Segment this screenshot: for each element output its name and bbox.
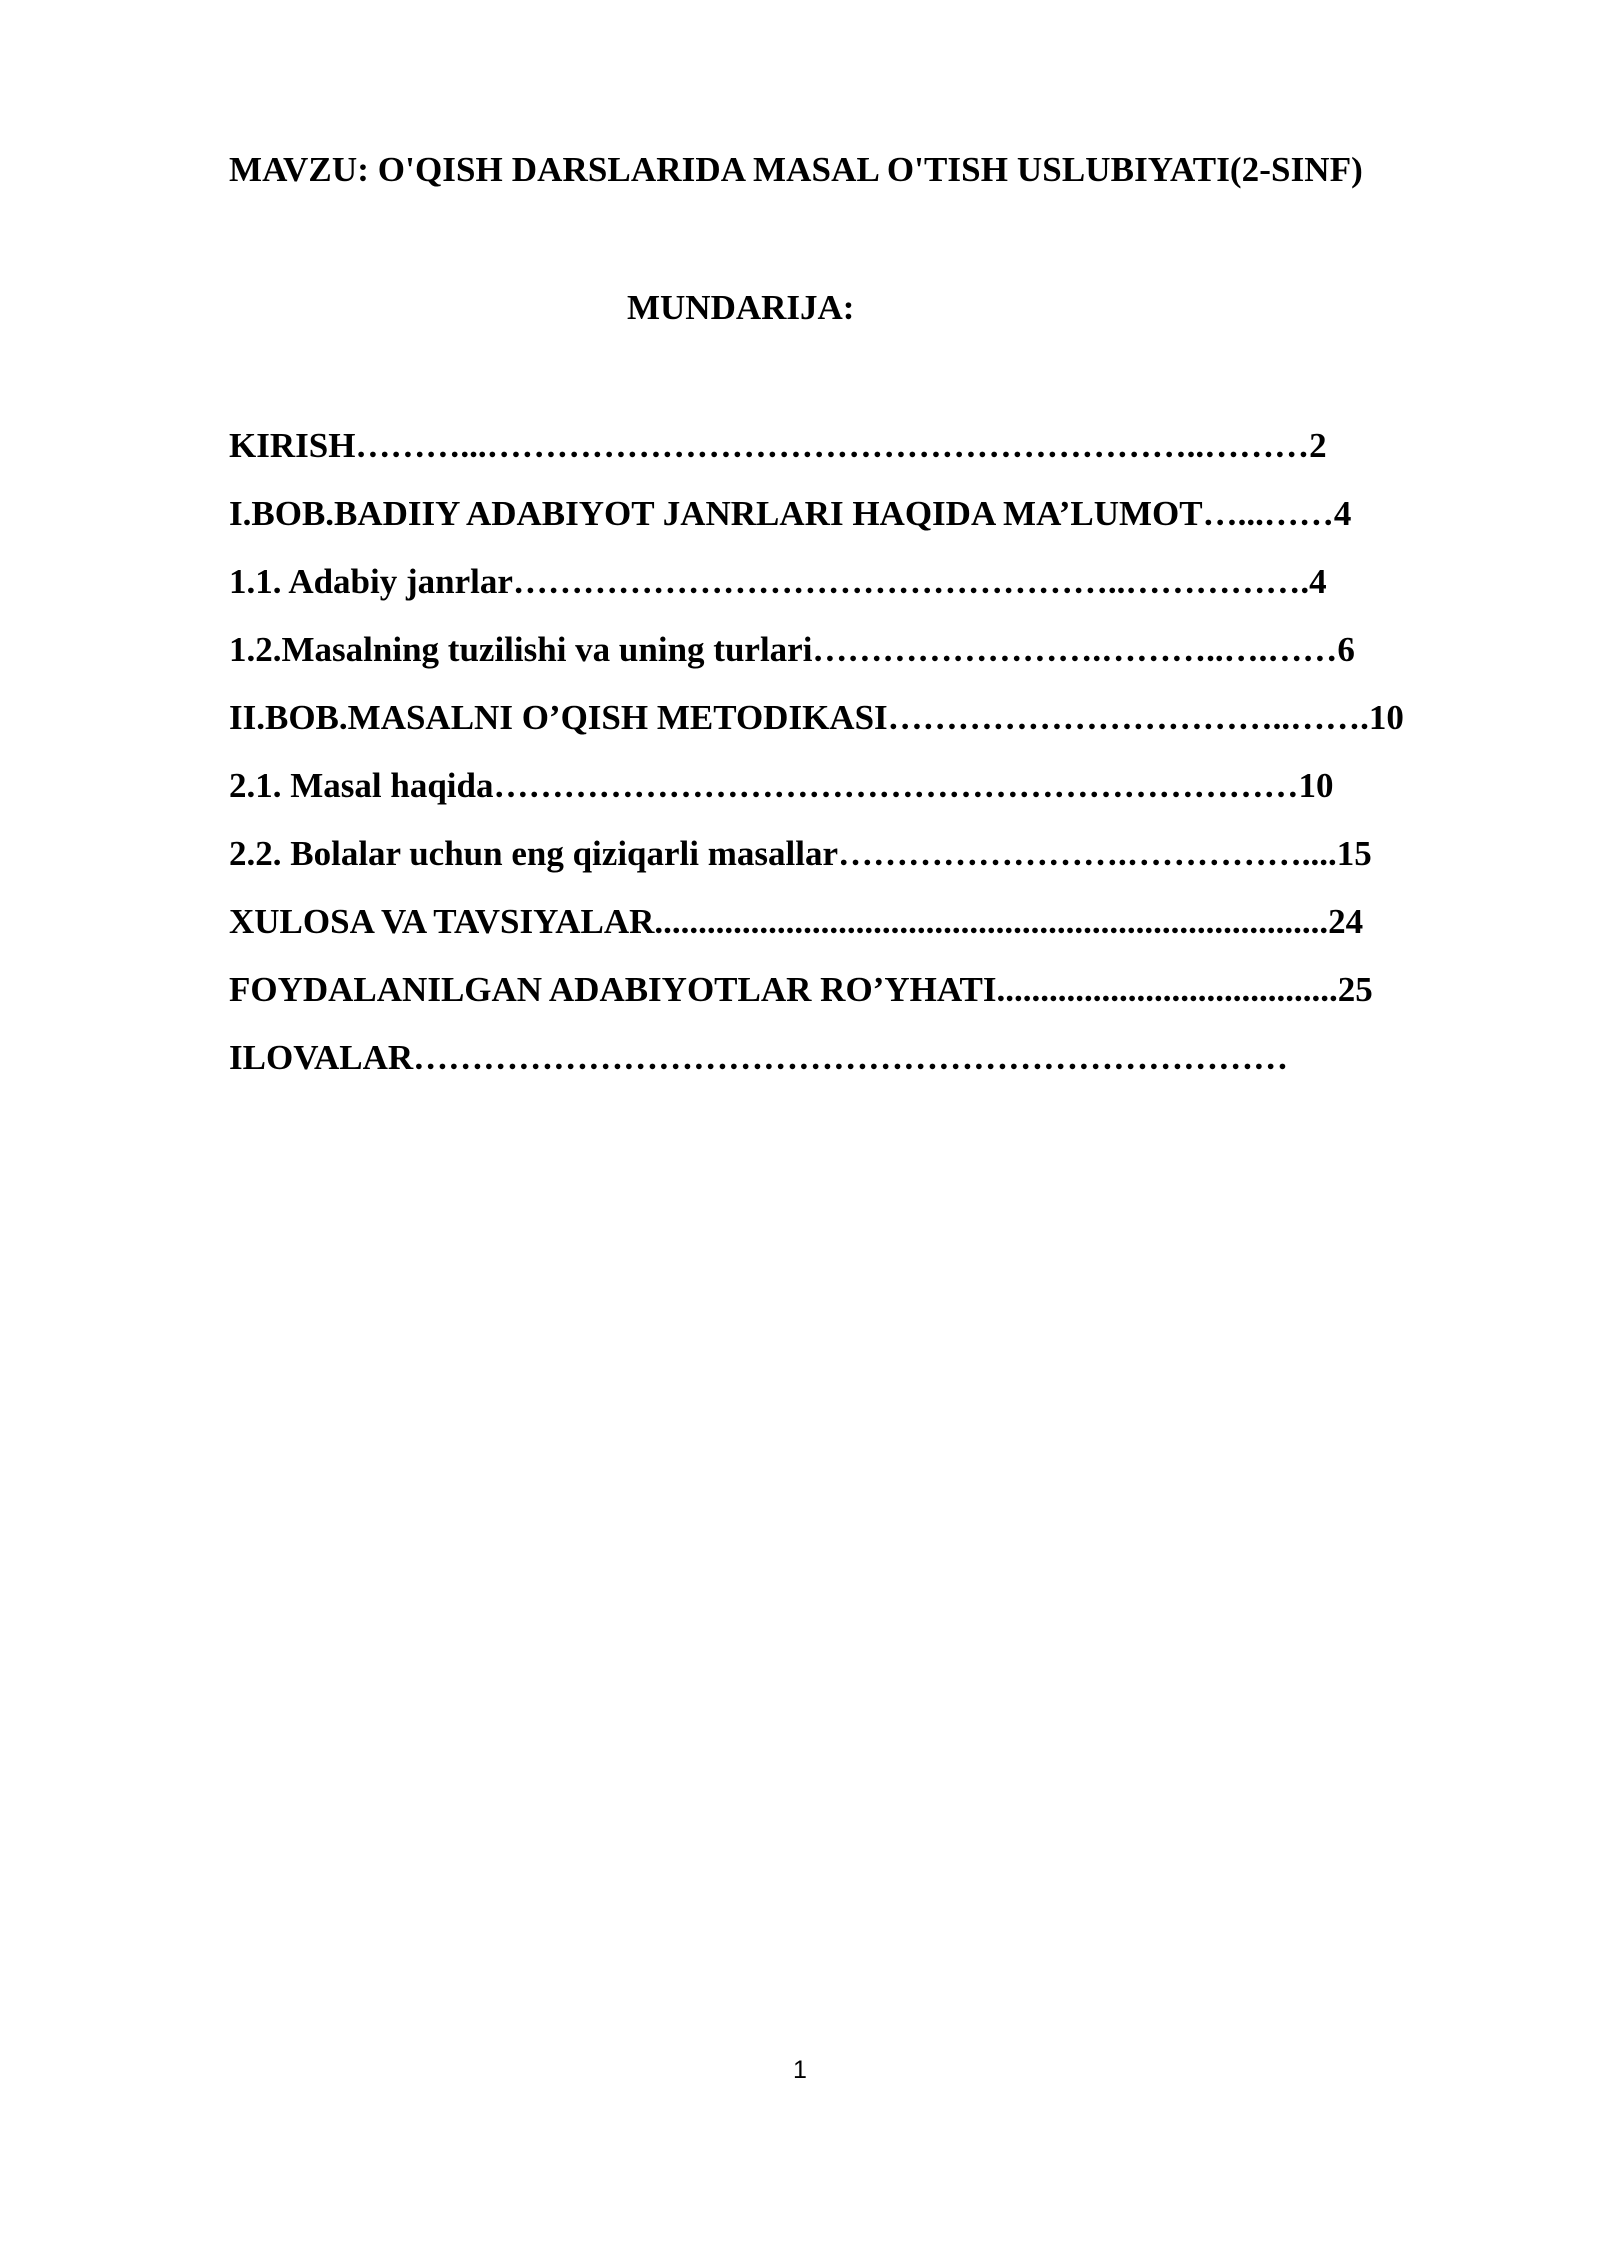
- toc-item-section-2-1: 2.1. Masal haqida……………………………………………………………10: [229, 766, 1334, 805]
- toc-item-chapter-2: II.BOB.MASALNI O’QISH METODIKASI……………………………..…….10: [229, 698, 1404, 737]
- toc-item-kirish: KIRISH………...……………………………………………………..………2: [229, 426, 1327, 465]
- toc-item-appendices: ILOVALAR…………………………………………………………………: [229, 1038, 1289, 1077]
- toc-item-chapter-1: I.BOB.BADIIY ADABIYOT JANRLARI HAQIDA MA’LUMOT…...……4: [229, 494, 1352, 533]
- toc-item-conclusion: XULOSA VA TAVSIYALAR.............................................................................24: [229, 902, 1364, 941]
- table-of-contents: [229, 422, 1404, 1102]
- toc-item-section-2-2: 2.2. Bolalar uchun eng qiziqarli masallar…………………….……………....15: [229, 834, 1372, 873]
- toc-item-section-1-2: 1.2.Masalning tuzilishi va uning turlari…………………….………..….……6: [229, 630, 1355, 669]
- toc-heading: MUNDARIJA:: [627, 288, 855, 327]
- toc-item-section-1-1: 1.1. Adabiy janrlar……………………………………………..…………….4: [229, 562, 1327, 601]
- page-number: 1: [793, 2056, 807, 2084]
- toc-item-references: FOYDALANILGAN ADABIYOTLAR RO’YHATI.......................................25: [229, 970, 1373, 1009]
- document-title: MAVZU: O'QISH DARSLARIDA MASAL O'TISH USLUBIYATI(2-SINF): [229, 150, 1363, 189]
